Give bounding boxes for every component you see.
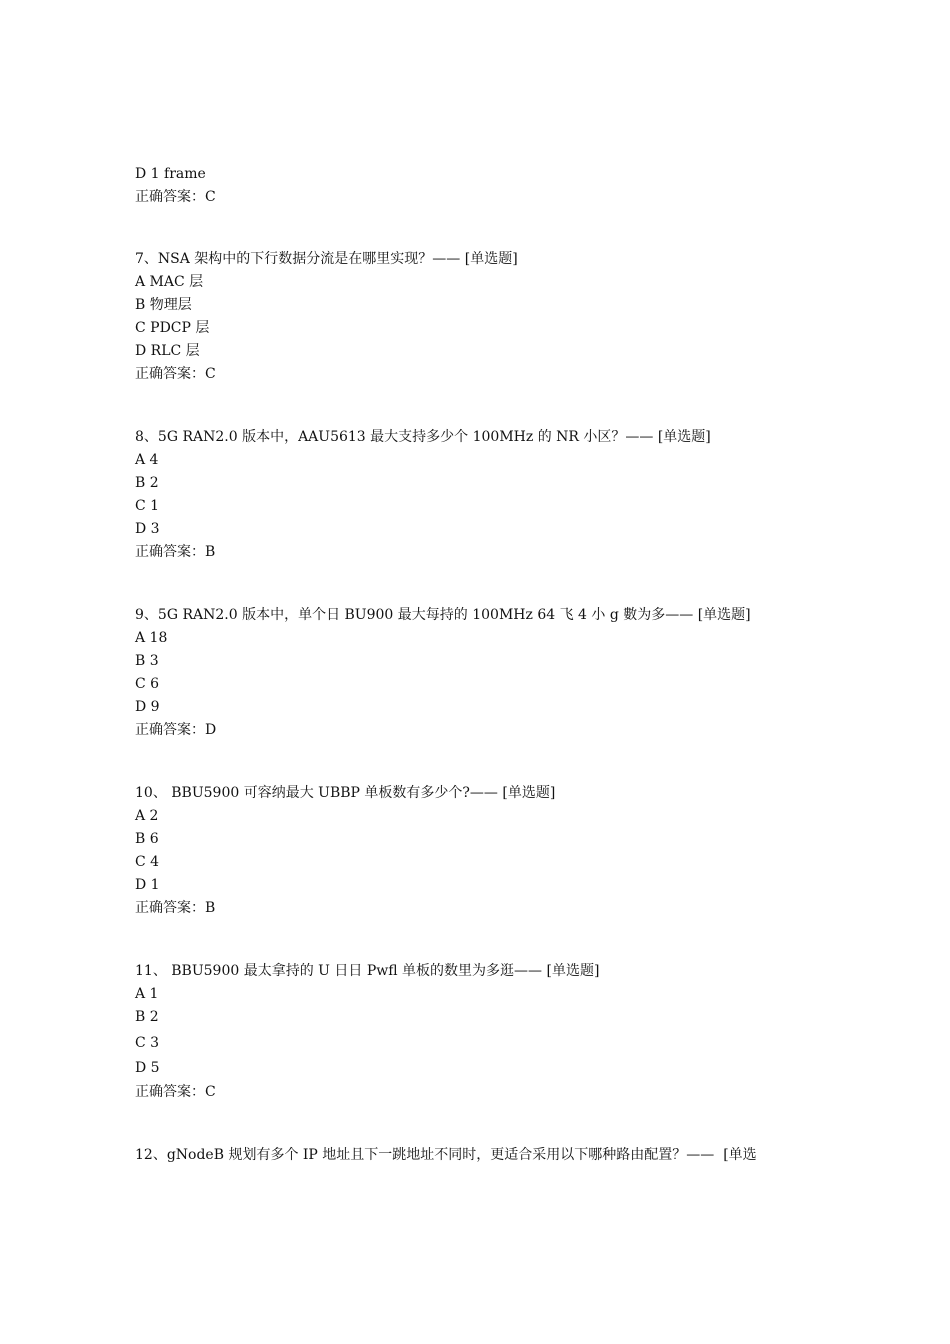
q7-answer: 正确答案：C xyxy=(135,366,216,382)
q11-question: 11、 BBU5900 最太拿持的 U 日日 Pwfl 单板的数里为多逛—— [单选题] xyxy=(135,963,600,979)
q8-answer: 正确答案：B xyxy=(135,544,216,560)
q8-option-d: D 3 xyxy=(135,521,160,537)
q9-option-a: A 18 xyxy=(135,630,168,646)
q8-option-b: B 2 xyxy=(135,475,159,491)
q6-option-d: D 1 frame xyxy=(135,166,206,182)
q7-question: 7、NSA 架构中的下行数据分流是在哪里实现？—— [单选题] xyxy=(135,251,518,267)
q11-option-a: A 1 xyxy=(135,986,159,1002)
q8-option-c: C 1 xyxy=(135,498,160,514)
q10-option-a: A 2 xyxy=(135,808,159,824)
q10-question: 10、 BBU5900 可容纳最大 UBBP 单板数有多少个?—— [单选题] xyxy=(135,785,556,801)
q11-option-c: C 3 xyxy=(135,1035,160,1051)
q9-question: 9、5G RAN2.0 版本中，单个日 BU900 最大每持的 100MHz 64 飞 4 小 g 數为多—— [单选题] xyxy=(135,607,751,623)
q11-option-d: D 5 xyxy=(135,1060,160,1076)
q7-option-c: C PDCP 层 xyxy=(135,320,210,336)
q12-question: 12、gNodeB 规划有多个 IP 地址且下一跳地址不同时，更适合采用以下哪种路由配置？—— [单选 xyxy=(135,1147,757,1163)
q10-option-d: D 1 xyxy=(135,877,160,893)
q9-option-d: D 9 xyxy=(135,699,160,715)
q9-option-b: B 3 xyxy=(135,653,159,669)
q11-answer: 正确答案：C xyxy=(135,1084,216,1100)
q9-option-c: C 6 xyxy=(135,676,160,692)
q10-answer: 正确答案：B xyxy=(135,900,216,916)
q7-option-d: D RLC 层 xyxy=(135,343,200,359)
q8-option-a: A 4 xyxy=(135,452,159,468)
q10-option-c: C 4 xyxy=(135,854,160,870)
q10-option-b: B 6 xyxy=(135,831,159,847)
q6-answer: 正确答案：C xyxy=(135,189,216,205)
q7-option-b: B 物理层 xyxy=(135,297,192,313)
q9-answer: 正确答案：D xyxy=(135,722,217,738)
q7-option-a: A MAC 层 xyxy=(135,274,204,290)
q8-question: 8、5G RAN2.0 版本中，AAU5613 最大支持多少个 100MHz 的 NR 小区？—— [单选题] xyxy=(135,429,711,445)
q11-option-b: B 2 xyxy=(135,1009,159,1025)
